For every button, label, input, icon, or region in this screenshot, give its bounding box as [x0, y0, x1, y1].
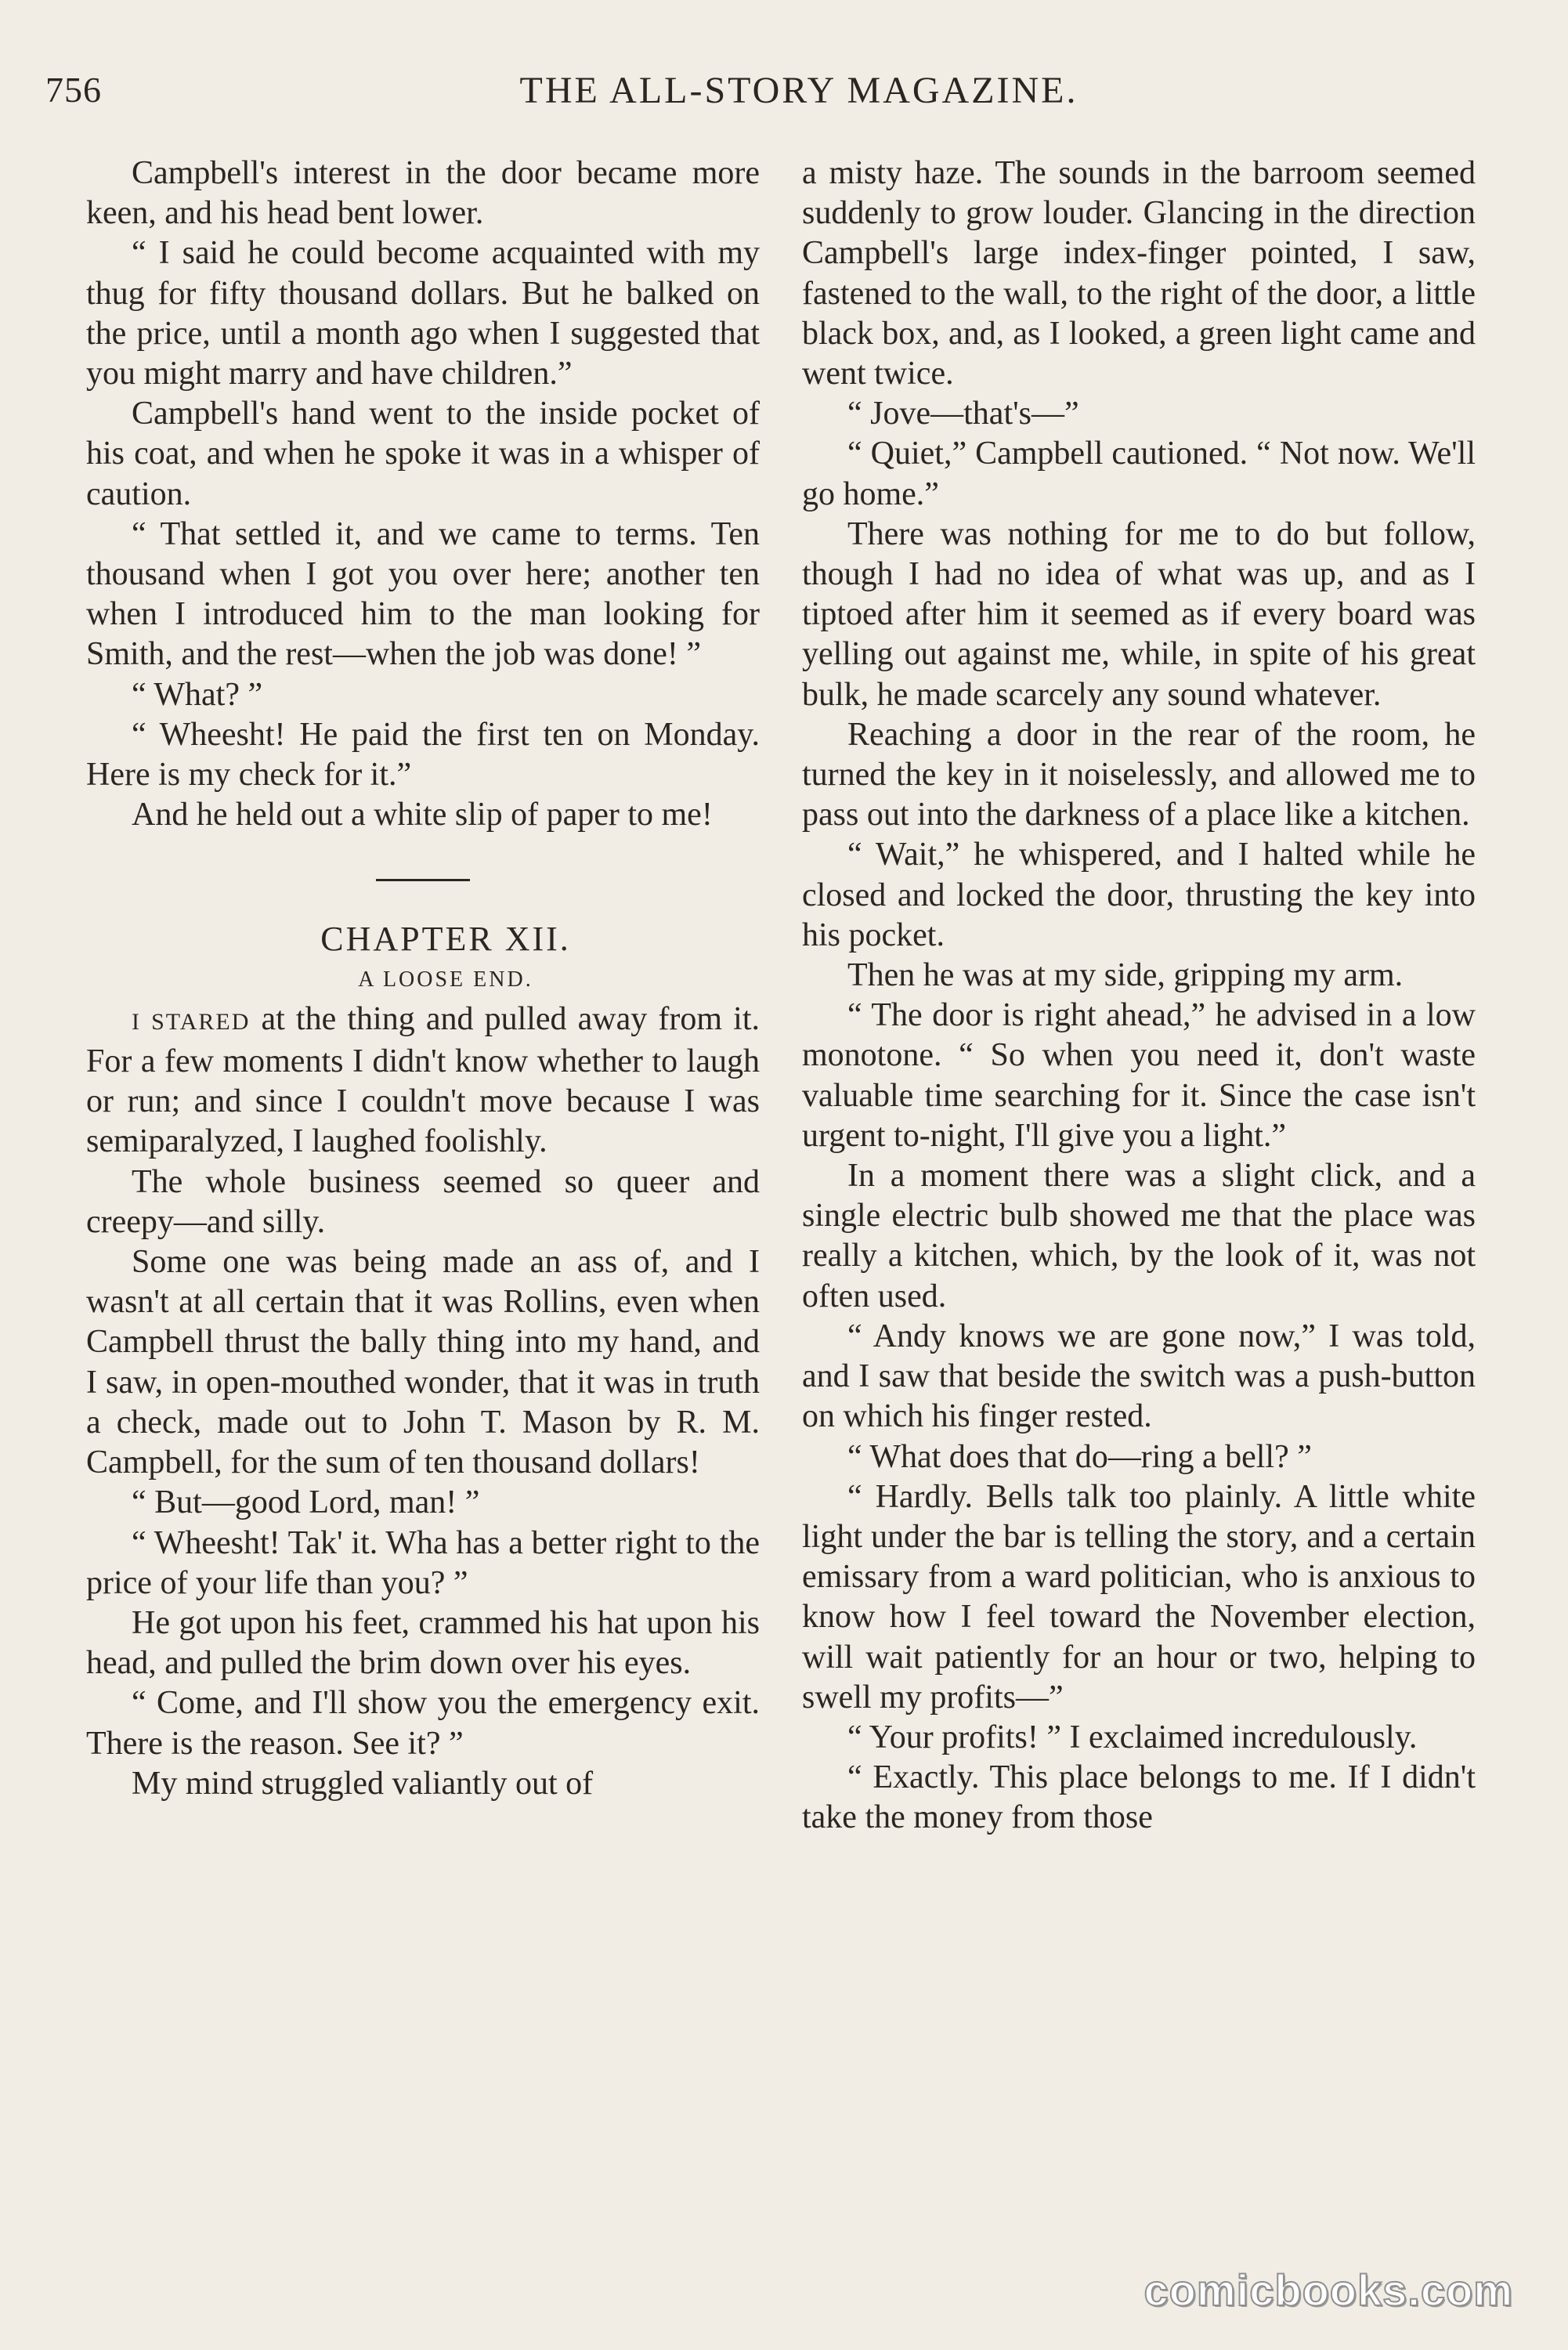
paragraph: “ Wheesht! Tak' it. Wha has a better right to the price of your life than you? ” — [86, 1524, 760, 1601]
paragraph: And he held out a white slip of paper to me! — [132, 797, 713, 833]
paragraph: My mind struggled valiantly out of — [132, 1765, 594, 1802]
paragraph: “ Hardly. Bells talk too plainly. A little white light under the bar is telling the story, and a certain emissary from a ward politician, who is anxious to know how I feel toward the November election, will wait patiently for an hour or two, helping to swell my profits—” — [802, 1478, 1476, 1716]
opening-text: at the thing and pulled away from it. For a few moments I didn't know whether to laugh or run; and since I couldn't move because I was semiparalyzed, I laughed foolishly. — [86, 1000, 760, 1160]
paragraph: “ Your profits! ” I exclaimed incredulously. — [847, 1719, 1418, 1755]
paragraph: “ What? ” — [132, 676, 263, 713]
paragraph: Then he was at my side, gripping my arm. — [847, 957, 1404, 994]
paragraph: Campbell's interest in the door became more keen, and his head bent lower. — [86, 155, 760, 232]
page-number: 756 — [45, 70, 102, 110]
paragraph: “ Wait,” he whispered, and I halted while he closed and locked the door, thrusting the key into his pocket. — [802, 837, 1476, 953]
paragraph: “ Wheesht! He paid the first ten on Monday. Here is my check for it.” — [86, 716, 760, 794]
chapter-title: CHAPTER XII. — [320, 920, 571, 959]
paragraph: “ I said he could become acquainted with my thug for fifty thousand dollars. But he balked on the price, until a month ago when I suggested that you might marry and have children.” — [86, 235, 760, 392]
paragraph: Reaching a door in the rear of the room, he turned the key in it noiselessly, and allowed me to pass out into the darkness of a place like a kitchen. — [802, 716, 1476, 833]
paragraph: “ Quiet,” Campbell cautioned. “ Not now. We'll go home.” — [802, 436, 1476, 512]
paragraph: Some one was being made an ass of, and I wasn't at all certain that it was Rollins, even when Campbell thrust the bally thing into my hand, and I saw, in open-mouthed wonder, that it was in truth a check, made out to John T. Mason by R. M. Campbell, for the sum of ten thousand dollars! — [86, 1244, 760, 1481]
paragraph: “ But—good Lord, man! ” — [132, 1484, 480, 1521]
continued-paragraph: a misty haze. The sounds in the barroom seemed suddenly to grow louder. Glancing in the direction Campbell's large index-finger pointed, I saw, fastened to the wall, to the right of the door, a little black box, and, as I looked, a green light came and went twice. — [802, 155, 1476, 392]
section-rule — [376, 879, 470, 881]
paragraph: In a moment there was a slight click, and a single electric bulb showed me that the place was really a kitchen, which, by the look of it, was not often used. — [802, 1158, 1476, 1314]
paragraph: “ That settled it, and we came to terms. Ten thousand when I got you over here; another ten when I introduced him to the man looking for Smith, and the rest—when the job was done! ” — [86, 515, 760, 673]
opening-small-caps: I STARED — [132, 1008, 251, 1035]
running-head: THE ALL-STORY MAGAZINE. — [519, 70, 1078, 111]
watermark-logo: comicbooks.com — [1143, 2265, 1513, 2315]
chapter-subtitle: A LOOSE END. — [358, 967, 533, 992]
paragraph: “ Jove—that's—” — [847, 396, 1079, 432]
paragraph: “ The door is right ahead,” he advised in a low monotone. “ So when you need it, don't waste valuable time searching for it. Since the case isn't urgent to-night, I'll give you a light.” — [802, 997, 1476, 1154]
paragraph: “ Andy knows we are gone now,” I was told, and I saw that beside the switch was a push-button on which his finger rested. — [802, 1318, 1476, 1435]
paragraph: The whole business seemed so queer and creepy—and silly. — [86, 1163, 760, 1240]
right-column — [802, 154, 1476, 1838]
chapter-opening-paragraph — [86, 1000, 760, 1162]
paragraph: “ Come, and I'll show you the emergency exit. There is the reason. See it? ” — [86, 1685, 760, 1762]
paragraph: He got upon his feet, crammed his hat upon his head, and pulled the brim down over his eyes. — [86, 1604, 760, 1682]
paragraph: “ What does that do—ring a bell? ” — [847, 1438, 1312, 1475]
left-column — [86, 154, 760, 1804]
paragraph: “ Exactly. This place belongs to me. If I didn't take the money from those — [802, 1759, 1476, 1836]
paragraph: There was nothing for me to do but follow, though I had no idea of what was up, and as I tiptoed after him it seemed as if every board was yelling out against me, while, in spite of his great bulk, he made scarcely any sound whatever. — [802, 515, 1476, 713]
paragraph: Campbell's hand went to the inside pocket of his coat, and when he spoke it was in a whisper of caution. — [86, 396, 760, 512]
